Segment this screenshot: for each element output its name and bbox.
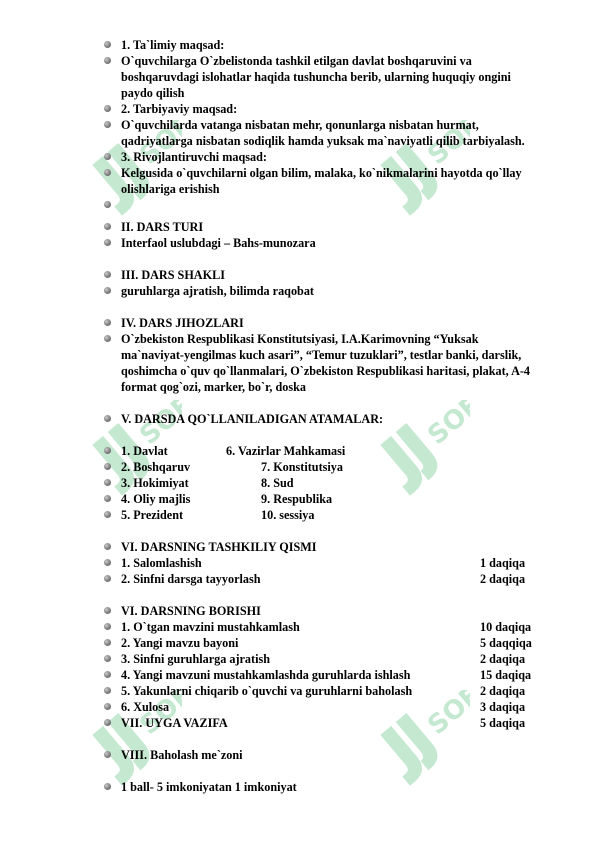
section-value: O`zbekiston Respublikasi Konstitutsiyasi, I.A.Karimovning “Yuksak ma`naviyat-yengilmas kuch asari”, “Temur tuzuklari”, testlar banki, darslik, qoshimcha o`quv qo`llanmalari, O`zbekiston Respublikasi haritasi, plakat, A-4 format qog`ozi, marker, bo`r, doska xyxy=(104,331,544,395)
timing-row: 6. Xulosa 3 daqiqa xyxy=(104,699,544,715)
timing-row: 1. O`tgan mavzini mustahkamlash 10 daqiqa xyxy=(104,619,544,635)
timing-row: 3. Sinfni guruhlarga ajratish 2 daqiqa xyxy=(104,651,544,667)
bullet-icon xyxy=(104,671,111,678)
bullet-icon xyxy=(104,655,111,662)
section-title: III. DARS SHAKLI xyxy=(104,267,544,283)
line-text: 1. Ta`limiy maqsad: xyxy=(121,38,225,52)
section-value: Interfaol uslubdagi – Bahs-munozara xyxy=(104,235,544,251)
term-row: 5. Prezident 10. sessiya xyxy=(104,507,544,523)
watermark-text: SOFT xyxy=(134,120,182,171)
line-text: O`quvchilarga O`zbelistonda tashkil etilgan davlat boshqaruvini va boshqaruvdagi islohatlar haqida tushuncha berib, ularning huquqiy ongini paydo qilish xyxy=(121,54,511,100)
term-row: 3. Hokimiyat 8. Sud xyxy=(104,475,544,491)
bullet-icon xyxy=(104,623,111,630)
section-value: guruhlarga ajratish, bilimda raqobat xyxy=(104,283,544,299)
bullet-icon xyxy=(104,121,111,128)
section-value: 1 ball- 5 imkoniyatan 1 imkoniyat xyxy=(104,779,544,795)
bullet-icon xyxy=(104,169,111,176)
timing-row: VII. UYGA VAZIFA 5 daqiqa xyxy=(104,715,544,731)
watermark-text: SOFT xyxy=(422,690,470,741)
watermark-text: SOFT xyxy=(134,400,182,451)
timing-row: 4. Yangi mavzuni mustahkamlashda guruhlarda ishlash 15 daqiqa xyxy=(104,667,544,683)
bullet-icon xyxy=(104,319,111,326)
document-body xyxy=(104,37,544,795)
bullet-icon xyxy=(104,239,111,246)
bullet-icon xyxy=(104,495,111,502)
bullet-icon xyxy=(104,687,111,694)
bullet-icon xyxy=(104,543,111,550)
bullet-icon xyxy=(104,719,111,726)
watermark-text: SOFT xyxy=(422,400,470,451)
bullet-icon xyxy=(104,607,111,614)
bullet-icon xyxy=(104,223,111,230)
bullet-icon xyxy=(104,415,111,422)
line-text: 2. Tarbiyaviy maqsad: xyxy=(121,102,238,116)
section-title: VI. DARSNING BORISHI xyxy=(104,603,544,619)
bullet-icon xyxy=(104,783,111,790)
section-title: VI. DARSNING TASHKILIY QISMI xyxy=(104,539,544,555)
term-row: 4. Oliy majlis 9. Respublika xyxy=(104,491,544,507)
section-title: V. DARSDA QO`LLANILADIGAN ATAMALAR: xyxy=(104,411,544,427)
line-text: 3. Rivojlantiruvchi maqsad: xyxy=(121,150,267,164)
bullet-icon xyxy=(104,153,111,160)
line-text: O`quvchilarda vatanga nisbatan mehr, qonunlarga nisbatan hurmat, qadriyatlarga nisbatan sodiqlik hamda yuksak ma`naviyatli qilib tarbiyalash. xyxy=(121,118,525,148)
term-row: 2. Boshqaruv 7. Konstitutsiya xyxy=(104,459,544,475)
bullet-icon xyxy=(104,287,111,294)
list-item xyxy=(104,117,544,149)
list-item xyxy=(104,149,544,165)
list-item xyxy=(104,101,544,117)
bullet-icon xyxy=(104,463,111,470)
bullet-icon xyxy=(104,271,111,278)
section-title: II. DARS TURI xyxy=(104,219,544,235)
bullet-icon xyxy=(104,479,111,486)
bullet-icon xyxy=(104,335,111,342)
bullet-icon xyxy=(104,575,111,582)
bullet-icon xyxy=(104,41,111,48)
bullet-icon xyxy=(104,703,111,710)
section-title: IV. DARS JIHOZLARI xyxy=(104,315,544,331)
bullet-icon xyxy=(104,105,111,112)
list-item xyxy=(104,53,544,101)
bullet-icon xyxy=(104,559,111,566)
timing-row: 2. Yangi mavzu bayoni 5 daqqiqa xyxy=(104,635,544,651)
timing-row: 1. Salomlashish 1 daqiqa xyxy=(104,555,544,571)
list-item xyxy=(104,37,544,53)
bullet-icon xyxy=(104,447,111,454)
line-text: Kelgusida o`quvchilarni olgan bilim, malaka, ko`nikmalarini hayotda qo`llay olishlariga erishish xyxy=(121,166,522,196)
list-item xyxy=(104,165,544,197)
bullet-icon xyxy=(104,201,111,208)
watermark-text: SOFT xyxy=(134,690,182,741)
bullet-icon xyxy=(104,511,111,518)
bullet-icon xyxy=(104,751,111,758)
bullet-icon xyxy=(104,639,111,646)
bullet-icon xyxy=(104,57,111,64)
watermark-text: SOFT xyxy=(422,120,470,171)
section-title: VIII. Baholash me`zoni xyxy=(104,747,544,763)
list-item xyxy=(104,197,544,213)
term-row: 1. Davlat 6. Vazirlar Mahkamasi xyxy=(104,443,544,459)
timing-row: 5. Yakunlarni chiqarib o`quvchi va guruhlarni baholash 2 daqiqa xyxy=(104,683,544,699)
timing-row: 2. Sinfni darsga tayyorlash 2 daqiqa xyxy=(104,571,544,587)
